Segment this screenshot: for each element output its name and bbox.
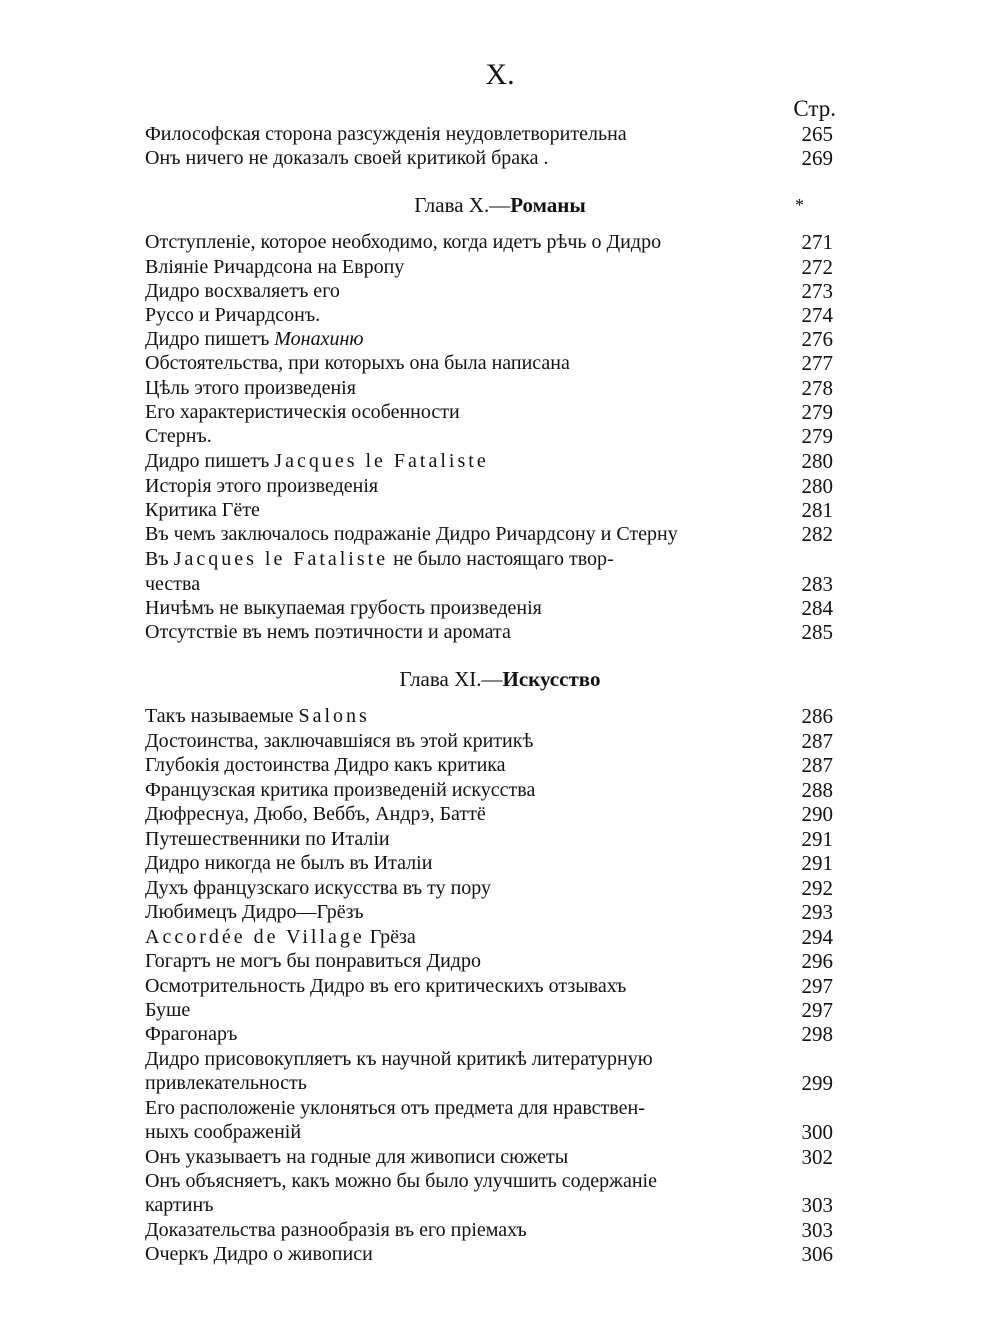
entry-text: Философская сторона разсужденія неудовлетворительна xyxy=(145,123,627,145)
toc-entry xyxy=(145,1047,833,1071)
toc-entry xyxy=(145,522,833,546)
toc-entry xyxy=(145,1218,833,1242)
toc-entry xyxy=(145,802,833,826)
entry-latin-title: Salons xyxy=(298,705,370,727)
entry-page: 272 xyxy=(801,255,833,279)
chapter-prefix: Глава X.— xyxy=(414,193,511,217)
entry-page: 296 xyxy=(801,949,833,973)
toc-entry xyxy=(145,122,833,146)
toc-entry xyxy=(145,1096,833,1120)
entry-text: Глубокія достоинства Дидро какъ критика xyxy=(145,754,506,776)
entry-text: Дидро никогда не былъ въ Италіи xyxy=(145,852,433,874)
entry-text: Руссо и Ричардсонъ. xyxy=(145,304,321,326)
entry-page: 276 xyxy=(801,327,833,351)
entry-text: Онъ указываетъ на годные для живописи сюжеты xyxy=(145,1146,569,1168)
toc-entry xyxy=(145,1242,833,1266)
asterisk-mark: * xyxy=(795,195,804,215)
entry-page: 291 xyxy=(801,851,833,875)
page-number: X. xyxy=(485,58,515,91)
entry-page: 303 xyxy=(801,1218,833,1242)
entry-page: 279 xyxy=(801,400,833,424)
entry-text: Дидро присовокупляетъ къ научной критикѣ литературную xyxy=(145,1048,653,1070)
entry-text: Такъ называемые Salons xyxy=(145,705,370,727)
toc-entry-continuation xyxy=(145,1193,833,1217)
entry-page: 282 xyxy=(801,522,833,546)
entry-text: Путешественники по Италіи xyxy=(145,828,390,850)
toc-entry-continuation xyxy=(145,1120,833,1144)
entry-page: 291 xyxy=(801,827,833,851)
toc-entry xyxy=(145,620,833,644)
entry-text: Очеркъ Дидро о живописи xyxy=(145,1243,373,1265)
entry-text: Въ чемъ заключалось подражаніе Дидро Ричардсону и Стерну xyxy=(145,523,678,545)
entry-page: 293 xyxy=(801,900,833,924)
toc-entry xyxy=(145,376,833,400)
entry-text: ныхъ соображеній xyxy=(145,1121,302,1143)
entry-page: 280 xyxy=(801,474,833,498)
toc-entry xyxy=(145,753,833,777)
entry-page: 271 xyxy=(801,230,833,254)
entry-page: 299 xyxy=(801,1071,833,1095)
toc-entry xyxy=(145,827,833,851)
entry-text: Отсутствіе въ немъ поэтичности и аромата xyxy=(145,621,511,643)
entry-page: 278 xyxy=(801,376,833,400)
entry-text: Критика Гёте xyxy=(145,499,260,521)
entry-text: Онъ объясняетъ, какъ можно бы было улучшить содержаніе xyxy=(145,1170,657,1192)
entry-text: Доказательства разнообразія въ его пріемахъ xyxy=(145,1219,527,1241)
entry-page: 306 xyxy=(801,1242,833,1266)
entry-text: Осмотрительность Дидро въ его критическихъ отзывахъ xyxy=(145,975,627,997)
entry-latin-title: Accordée de Village xyxy=(145,926,365,948)
entry-text: Accordée de Village Грёза xyxy=(145,926,416,948)
entry-text: Буше xyxy=(145,999,191,1021)
toc-entry xyxy=(145,1169,833,1193)
entry-text: Дидро пишетъ Монахиню xyxy=(145,328,364,350)
entry-page: 302 xyxy=(801,1145,833,1169)
toc-entry-continuation xyxy=(145,1071,833,1095)
toc-entry xyxy=(145,998,833,1022)
entry-text: Дидро восхваляетъ его xyxy=(145,280,340,302)
toc-entry xyxy=(145,729,833,753)
entry-page: 287 xyxy=(801,729,833,753)
toc-entry xyxy=(145,230,833,254)
entry-page: 269 xyxy=(801,146,833,170)
entry-text: картинъ xyxy=(145,1194,214,1216)
entry-page: 274 xyxy=(801,303,833,327)
toc-entry xyxy=(145,704,833,728)
entry-text: Въ Jacques le Fataliste не было настоящаго твор- xyxy=(145,548,614,570)
chapter-prefix: Глава XI.— xyxy=(399,667,503,691)
entry-text: Вліяніе Ричардсона на Европу xyxy=(145,256,405,278)
chapter-heading-11 xyxy=(0,666,1000,692)
entry-text: Онъ ничего не доказалъ своей критикой брака . xyxy=(145,147,549,169)
toc-entry xyxy=(145,400,833,424)
entry-page: 297 xyxy=(801,998,833,1022)
entry-text: Обстоятельства, при которыхъ она была написана xyxy=(145,352,570,374)
entry-page: 290 xyxy=(801,802,833,826)
entry-page: 284 xyxy=(801,596,833,620)
entry-text: Ничѣмъ не выкупаемая грубость произведенія xyxy=(145,597,542,619)
toc-entry-continuation xyxy=(145,572,833,596)
entry-page: 279 xyxy=(801,424,833,448)
entry-page: 297 xyxy=(801,974,833,998)
page-column-label: Стр. xyxy=(793,96,836,121)
entry-latin-title: Jacques le Fataliste xyxy=(173,548,389,570)
chapter-title: Искусство xyxy=(502,667,601,691)
toc-entry xyxy=(145,596,833,620)
entry-page: 292 xyxy=(801,876,833,900)
entry-text: Гогартъ не могъ бы понравиться Дидро xyxy=(145,950,481,972)
entry-text: Его характеристическія особенности xyxy=(145,401,460,423)
toc-entry xyxy=(145,876,833,900)
entry-page: 281 xyxy=(801,498,833,522)
toc-entry xyxy=(145,1022,833,1046)
entry-page: 273 xyxy=(801,279,833,303)
entry-text: Достоинства, заключавшіяся въ этой критикѣ xyxy=(145,730,534,752)
chapter-heading-10 xyxy=(0,192,1000,218)
entry-page: 287 xyxy=(801,753,833,777)
entry-latin-title: Jacques le Fataliste xyxy=(274,450,489,472)
toc-entry xyxy=(145,449,833,473)
toc-entry xyxy=(145,900,833,924)
toc-entry xyxy=(145,303,833,327)
toc-entry xyxy=(145,498,833,522)
toc-entry xyxy=(145,851,833,875)
toc-entry xyxy=(145,351,833,375)
chapter-title: Романы xyxy=(510,193,586,217)
toc-entry xyxy=(145,949,833,973)
toc-entry xyxy=(145,974,833,998)
entry-text: Стернъ. xyxy=(145,425,212,447)
entry-text: Цѣль этого произведенія xyxy=(145,377,356,399)
entry-page: 303 xyxy=(801,1193,833,1217)
toc-entry xyxy=(145,424,833,448)
entry-page: 285 xyxy=(801,620,833,644)
toc-entry xyxy=(145,547,833,571)
entry-page: 286 xyxy=(801,704,833,728)
entry-text: чества xyxy=(145,573,201,595)
toc-entry xyxy=(145,327,833,351)
entry-text: Исторія этого произведенія xyxy=(145,475,379,497)
entry-text: Фрагонаръ xyxy=(145,1023,238,1045)
entry-text: Французская критика произведеній искусства xyxy=(145,779,536,801)
toc-entry xyxy=(145,255,833,279)
entry-text: Дидро пишетъ Jacques le Fataliste xyxy=(145,450,489,472)
entry-italic-title: Монахиню xyxy=(274,328,364,350)
entry-text: Отступленіе, которое необходимо, когда идетъ рѣчь о Дидро xyxy=(145,231,662,253)
entry-page: 288 xyxy=(801,778,833,802)
entry-text: привлекательность xyxy=(145,1072,307,1094)
toc-entry xyxy=(145,925,833,949)
toc-entry xyxy=(145,146,833,170)
entry-text: Дюфреснуа, Дюбо, Веббъ, Андрэ, Баттё xyxy=(145,803,486,825)
toc-entry xyxy=(145,1145,833,1169)
entry-page: 300 xyxy=(801,1120,833,1144)
toc-entry xyxy=(145,474,833,498)
entry-text: Духъ французскаго искусства въ ту пору xyxy=(145,877,492,899)
toc-entry xyxy=(145,279,833,303)
entry-text: Его расположеніе уклоняться отъ предмета для нравствен- xyxy=(145,1097,645,1119)
entry-page: 298 xyxy=(801,1022,833,1046)
entry-text: Любимецъ Дидро—Грёзъ xyxy=(145,901,364,923)
entry-page: 277 xyxy=(801,351,833,375)
entry-page: 280 xyxy=(801,449,833,473)
entry-page: 294 xyxy=(801,925,833,949)
entry-page: 265 xyxy=(801,122,833,146)
entry-page: 283 xyxy=(801,572,833,596)
toc-entry xyxy=(145,778,833,802)
